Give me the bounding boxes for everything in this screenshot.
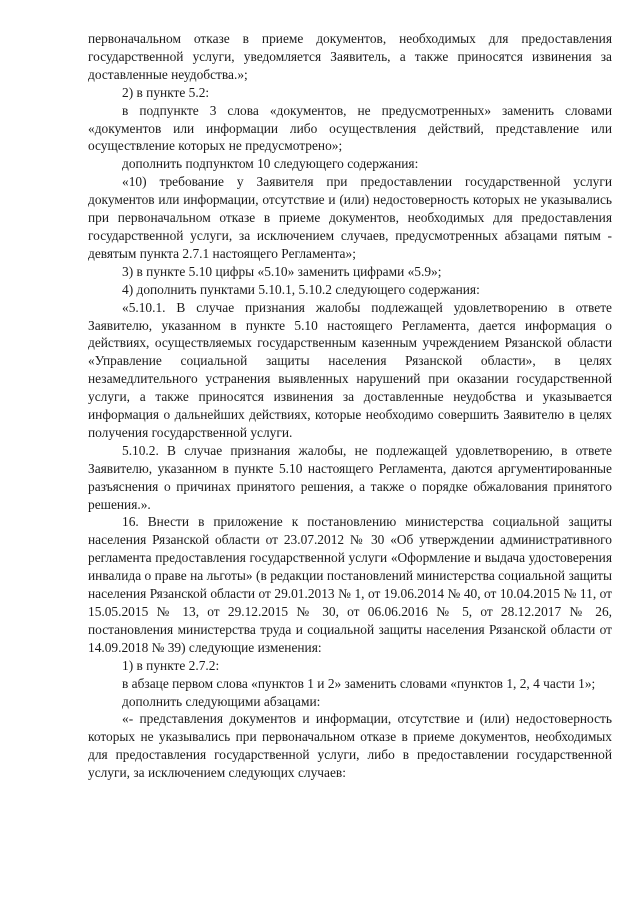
paragraph-5-10-1: «5.10.1. В случае признания жалобы подлежащей удовлетворению в ответе Заявителю, указанном в пункте 5.10 настоящего Регламента, дается информация о действиях, осуществляемых государственным казенным учреждением Рязанской области «Управление социальной защиты населения Рязанской области», в целях незамедлительного устранения выявленных нарушений при оказании государственной услуги, а также приносятся извинения за доставленные неудобства и указывается информация о дальнейших действиях, которые необходимо совершить Заявителю в целях получения государственной услуги. [88,299,612,440]
paragraph-add-subitem-10: дополнить подпунктом 10 следующего содержания: [122,156,419,172]
paragraph-quote-start: «- представления документов и информации, отсутствие и (или) недостоверность которых не указывались при первоначальном отказе в приеме документов, необходимых для предоставления государственной услуги, либо в предоставлении государственной услуги, за исключением следующих случаев: [88,711,612,781]
paragraph-item-2: 2) в пункте 5.2: [122,84,210,100]
paragraph-subitem-3: в подпункте 3 слова «документов, не предусмотренных» заменить словами «документов или информации либо осуществления действий, представление или осуществление которых не предусмотрено»; [88,102,612,154]
paragraph-item-4: 4) дополнить пунктами 5.10.1, 5.10.2 следующего содержания: [122,281,480,297]
paragraph-section-16: 16. Внести в приложение к постановлению министерства социальной защиты населения Рязанской области от 23.07.2012 № 30 «Об утверждении административного регламента предоставления государственной услуги «Оформление и выдача удостоверения инвалида о праве на льготы» (в редакции постановлений министерства социальной защиты населения Рязанской области от 29.01.2013 № 1, от 19.06.2014 № 40, от 10.04.2015 № 11, от 15.05.2015 № 13, от 29.12.2015 № 30, от 06.06.2016 № 5, от 28.12.2017 № 26, постановления министерства труда и социальной защиты населения Рязанской области от 14.09.2018 № 39) следующие изменения: [88,514,612,655]
paragraph-item-3: 3) в пункте 5.10 цифры «5.10» заменить цифрами «5.9»; [122,263,442,279]
paragraph-5-10-2: 5.10.2. В случае признания жалобы, не подлежащей удовлетворению, в ответе Заявителю, указанном в пункте 5.10 настоящего Регламента, даются аргументированные разъяснения о причинах принятого решения, а также о порядке обжалования принятого решения.». [88,442,612,512]
paragraph-first-abzac: в абзаце первом слова «пунктов 1 и 2» заменить словами «пунктов 1, 2, 4 части 1»; [122,675,596,691]
paragraph-continuation: первоначальном отказе в приеме документов, необходимых для предоставления государственной услуги, уведомляется Заявитель, а также приносятся извинения за доставленные неудобства.»; [88,31,612,82]
paragraph-add-abzacs: дополнить следующими абзацами: [122,693,321,709]
paragraph-subitem-10-text: «10) требование у Заявителя при предоставлении государственной услуги документов или информации, отсутствие и (или) недостоверность которых не указывались при первоначальном отказе в приеме документов, необходимых для предоставления государственной услуги, за исключением случаев, предусмотренных абзацами пятым - девятым пункта 2.7.1 настоящего Регламента»; [88,174,612,261]
document-body [88,30,612,782]
paragraph-item-1: 1) в пункте 2.7.2: [122,657,220,673]
